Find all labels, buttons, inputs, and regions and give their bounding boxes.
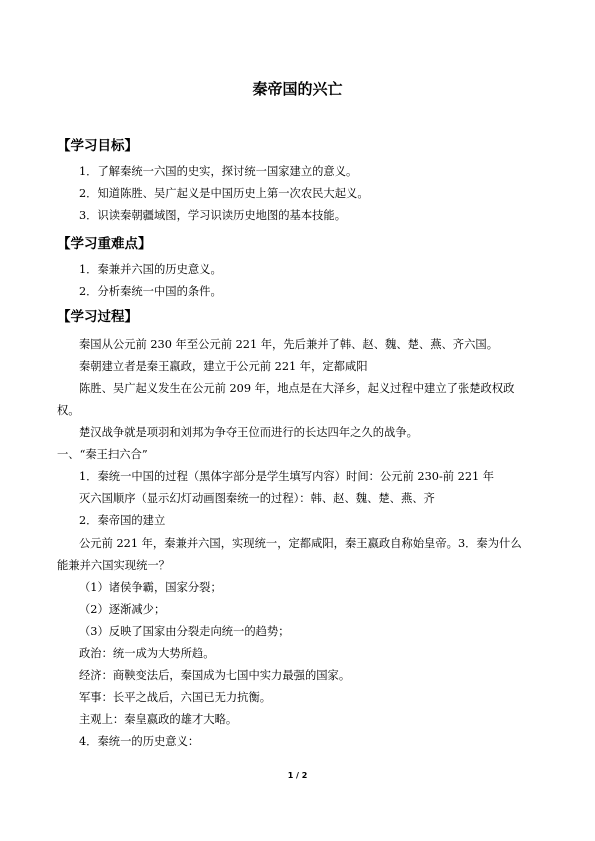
paragraph-line: 秦国从公元前 230 年至公元前 221 年，先后兼并了韩、赵、魏、楚、燕、齐六国。: [79, 338, 498, 351]
key-point-item: 2．分析秦统一中国的条件。: [79, 285, 222, 298]
paragraph-line: 政治：统一成为大势所趋。: [79, 647, 215, 660]
paragraph-line: 主观上：秦皇嬴政的雄才大略。: [79, 713, 238, 726]
paragraph-line: 秦朝建立者是秦王嬴政，建立于公元前 221 年，定都咸阳: [79, 360, 368, 373]
paragraph-line: 1．秦统一中国的过程（黑体字部分是学生填写内容）时间：公元前 230-前 221 年: [79, 470, 495, 483]
paragraph-line: 军事：长平之战后，六国已无力抗衡。: [79, 691, 272, 704]
goals-heading: 【学习目标】: [57, 138, 138, 154]
paragraph-line: 楚汉战争就是项羽和刘邦为争夺王位而进行的长达四年之久的战争。: [79, 426, 418, 439]
part-one-title: 一、“秦王扫六合”: [57, 448, 148, 461]
paragraph-line: 2．秦帝国的建立: [79, 514, 166, 527]
paragraph-line: 经济：商鞅变法后，秦国成为七国中实力最强的国家。: [79, 669, 351, 682]
paragraph-line: （3）反映了国家由分裂走向统一的趋势；: [79, 625, 290, 638]
paragraph-line: 公元前 221 年，秦兼并六国，实现统一，定都咸阳，秦王嬴政自称始皇帝。3．秦为什么: [79, 537, 522, 550]
paragraph-line: （1）诸侯争霸，国家分裂；: [79, 581, 222, 594]
process-heading: 【学习过程】: [57, 309, 138, 325]
document-title: 秦帝国的兴亡: [252, 80, 343, 98]
paragraph-line: 灭六国顺序（显示幻灯动画图秦统一的过程）：韩、赵、魏、楚、燕、齐: [79, 492, 435, 505]
paragraph-line: 权。: [57, 404, 80, 417]
page-number: 1 / 2: [287, 771, 308, 780]
paragraph-line: （2）逐渐减少；: [79, 603, 166, 616]
goal-item: 2．知道陈胜、吴广起义是中国历史上第一次农民大起义。: [79, 187, 369, 200]
key-point-item: 1．秦兼并六国的历史意义。: [79, 263, 222, 276]
paragraph-line: 4．秦统一的历史意义：: [79, 735, 200, 748]
paragraph-line: 能兼并六国实现统一？: [57, 559, 170, 572]
key-points-heading: 【学习重难点】: [57, 236, 152, 252]
paragraph-line: 陈胜、吴广起义发生在公元前 209 年，地点是在大泽乡，起义过程中建立了张楚政权政: [79, 382, 515, 395]
goal-item: 1．了解秦统一六国的史实，探讨统一国家建立的意义。: [79, 165, 358, 178]
goal-item: 3．识读秦朝疆域图，学习识读历史地图的基本技能。: [79, 209, 347, 222]
